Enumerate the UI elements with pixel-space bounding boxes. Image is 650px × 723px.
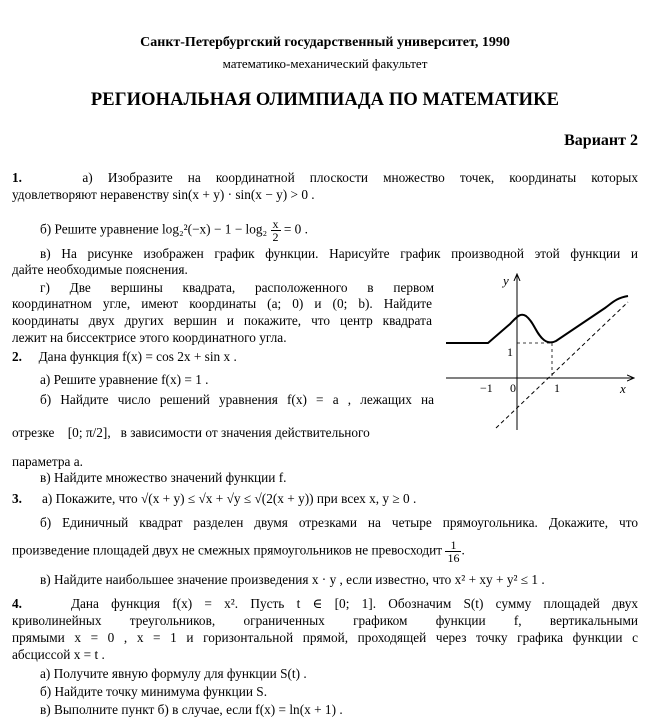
problem-4-line-1 (12, 596, 638, 612)
problem-2-b-segment: [0; π/2], (67, 425, 111, 440)
problem-3-b-text: произведение площадей двух не смежных прямоугольников не превосходит (12, 542, 443, 558)
asymptote-line (496, 302, 628, 428)
problem-3-c: в) Найдите наибольшее значение произведения x · y , если известно, что x² + xy + y² ≤ 1 . (40, 572, 545, 587)
problem-4-line-2: криволинейных треугольников, ограниченных графиком функции f, вертикальными (12, 613, 638, 628)
problem-1-a-line-2: удовлетворяют неравенству sin(x + y) · sin(x − y) > 0 . (12, 187, 315, 202)
y-axis-label: y (503, 273, 509, 288)
fraction-x-over-2: $\frac{x}{2}$ (272, 217, 279, 244)
university-name: Санкт-Петербургский государственный университет, 1990 (140, 35, 510, 50)
variant-label: Вариант 2 (564, 132, 638, 149)
problem-1-c-line-2: дайте необходимые пояснения. (12, 262, 188, 277)
problem-2-intro (12, 349, 638, 365)
tick-x-1: 1 (554, 381, 560, 395)
problem-2-intro-text: Дана функция f(x) = cos 2x + sin x . (38, 349, 237, 364)
problem-1-a-text: а) Изобразите на координатной плоскости множество точек, координаты которых (82, 170, 639, 185)
problem-1-b-text: б) Решите уравнение log₂²(−x) − 1 − log₂ (40, 221, 268, 237)
problem-3-a (12, 491, 638, 507)
problem-1-b (40, 218, 650, 243)
problem-4-a: а) Получите явную формулу для функции S(t) . (40, 666, 307, 681)
faculty-name: математико-механический факультет (222, 56, 428, 71)
problem-1-d-line-4: лежит на биссектрисе этого координатного угла. (12, 330, 287, 345)
problem-1-d-line-1: г) Две вершины квадрата, расположенного в первом (40, 280, 434, 295)
problem-2-b-segment-label: отрезке (12, 425, 55, 440)
tick-x-minus-1: −1 (480, 381, 493, 395)
x-axis-label: x (620, 381, 626, 396)
problem-2-a: а) Решите уравнение f(x) = 1 . (40, 372, 209, 387)
problem-1-c-line-1: в) На рисунке изображен график функции. Нарисуйте график производной этой функции и (40, 246, 638, 261)
problem-4-b: б) Найдите точку минимума функции S. (40, 684, 268, 699)
problem-1-d-line-2: координатном угле, имеют координаты (a; 0) и (0; b). Найдите (12, 296, 432, 311)
problem-1-b-end: = 0 . (283, 221, 308, 237)
problem-2-b-line-3: параметра a. (12, 454, 83, 469)
tick-y-1: 1 (507, 345, 513, 359)
problem-number: 1. (12, 170, 22, 185)
problem-number: 3. (12, 491, 22, 506)
problem-1-d-line-3: координаты двух других вершин и покажите, что центр квадрата (12, 313, 432, 328)
problem-3-a-text: а) Покажите, что √(x + y) ≤ √x + √y ≤ √(2(x + y)) при всех x, y ≥ 0 . (41, 491, 417, 506)
tick-x-0: 0 (510, 381, 516, 395)
problem-2-c: в) Найдите множество значений функции f. (40, 470, 287, 485)
problem-2-b-text: в зависимости от значения действительного (120, 425, 370, 440)
problem-3-b-line-2: произведение площадей двух не смежных прямоугольников не превосходит $\frac{1}{16}$ . (12, 538, 465, 565)
function-curve (446, 296, 628, 343)
fraction-1-over-16: $\frac{1}{16}$ (447, 538, 460, 565)
problem-1-a-line-1 (12, 170, 638, 186)
problem-4-c: в) Выполните пункт б) в случае, если f(x) = ln(x + 1) . (40, 702, 343, 717)
problem-number: 4. (12, 596, 22, 611)
olympiad-title: РЕГИОНАЛЬНАЯ ОЛИМПИАДА ПО МАТЕМАТИКЕ (90, 90, 560, 110)
problem-4-text-1: Дана функция f(x) = x². Пусть t ∈ [0; 1]. Обозначим S(t) сумму площадей двух (70, 596, 639, 611)
problem-3-b-line-1: б) Единичный квадрат разделен двумя отрезками на четыре прямоугольника. Докажите, что (40, 515, 638, 530)
problem-2-b-line-1: б) Найдите число решений уравнения f(x) = a , лежащих на (40, 392, 434, 407)
problem-4-line-4: абсциссой x = t . (12, 647, 105, 662)
problem-number: 2. (12, 349, 22, 364)
problem-4-line-3: прямыми x = 0 , x = 1 и горизонтальной прямой, проходящей через точку графика функции с (12, 630, 638, 645)
problem-2-b-line-2 (12, 425, 434, 441)
